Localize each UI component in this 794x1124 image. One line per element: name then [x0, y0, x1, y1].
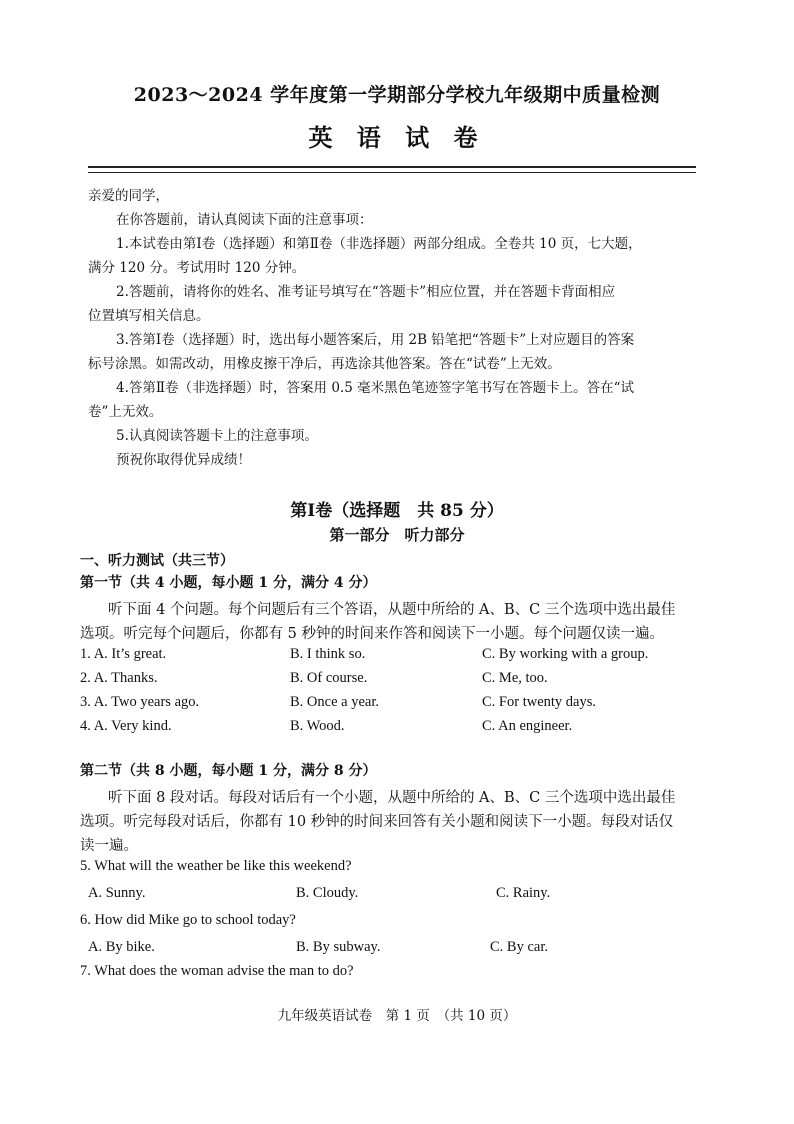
q3-option-a: 3. A. Two years ago.	[80, 694, 200, 710]
part-title: 第一部分 听力部分	[329, 526, 465, 544]
q2-option-b: B. Of course.	[290, 670, 368, 686]
q6-option-a: A. By bike.	[88, 939, 155, 955]
q6-option-c: C. By car.	[490, 939, 548, 955]
q4-option-a: 4. A. Very kind.	[80, 718, 172, 734]
q6-option-b: B. By subway.	[296, 939, 381, 955]
q4-option-b: B. Wood.	[290, 718, 345, 734]
section2-instruction-line3: 读一遍。	[80, 838, 138, 854]
q1-option-a: 1. A. It’s great.	[80, 646, 167, 662]
listening-heading: 一、听力测试（共三节）	[80, 553, 234, 569]
q5-option-a: A. Sunny.	[88, 885, 146, 901]
section2-heading: 第二节（共 8 小题，每小题 1 分，满分 8 分）	[80, 763, 377, 779]
notice-item5: 5.认真阅读答题卡上的注意事项。	[116, 428, 318, 444]
volume-title: 第Ⅰ卷（选择题 共 85 分）	[290, 501, 504, 521]
title-divider-thick	[88, 166, 696, 168]
notice-intro: 在你答题前，请认真阅读下面的注意事项：	[116, 212, 373, 228]
section2-instruction-line2: 选项。听完每段对话后，你都有 10 秒钟的时间来回答有关小题和阅读下一小题。每段对话仅	[80, 814, 674, 830]
section1-instruction-line1: 听下面 4 个问题。每个问题后有三个答语，从题中所给的 A、B、C 三个选项中选出最佳	[108, 602, 676, 618]
notice-wish: 预祝你取得优异成绩！	[116, 452, 251, 468]
notice-greeting: 亲爱的同学，	[88, 188, 169, 204]
notice-item3-line2: 标号涂黑。如需改动，用橡皮擦干净后，再选涂其他答案。答在“试卷”上无效。	[88, 356, 561, 372]
notice-item3-line1: 3.答第Ⅰ卷（选择题）时，选出每小题答案后，用 2B 铅笔把“答题卡”上对应题目的答案	[116, 332, 635, 348]
section1-instruction-line2: 选项。听完每个问题后，你都有 5 秒钟的时间来作答和阅读下一小题。每个问题仅读一遍。	[80, 626, 664, 642]
notice-item1-line1: 1.本试卷由第Ⅰ卷（选择题）和第Ⅱ卷（非选择题）两部分组成。全卷共 10 页，七大题，	[116, 236, 642, 252]
q2-option-a: 2. A. Thanks.	[80, 670, 158, 686]
exam-subtitle: 英 语 试 卷	[308, 123, 486, 152]
notice-item1-line2: 满分 120 分。考试用时 120 分钟。	[88, 260, 306, 276]
section1-heading: 第一节（共 4 小题，每小题 1 分，满分 4 分）	[80, 575, 377, 591]
title-divider-thin	[88, 172, 696, 173]
q5-option-b: B. Cloudy.	[296, 885, 359, 901]
q5-option-c: C. Rainy.	[496, 885, 551, 901]
exam-title: 2023～2024 学年度第一学期部分学校九年级期中质量检测	[133, 84, 661, 106]
section2-instruction-line1: 听下面 8 段对话。每段对话后有一个小题，从题中所给的 A、B、C 三个选项中选出最佳	[108, 790, 676, 806]
notice-item2-line2: 位置填写相关信息。	[88, 308, 210, 324]
notice-item2-line1: 2.答题前，请将你的姓名、准考证号填写在“答题卡”相应位置，并在答题卡背面相应	[116, 284, 616, 300]
q4-option-c: C. An engineer.	[482, 718, 573, 734]
page-footer: 九年级英语试卷 第 1 页 （共 10 页）	[277, 1008, 517, 1024]
q3-option-b: B. Once a year.	[290, 694, 379, 710]
notice-item4-line2: 卷”上无效。	[88, 404, 163, 420]
q7-stem: 7. What does the woman advise the man to do?	[80, 963, 354, 979]
notice-item4-line1: 4.答第Ⅱ卷（非选择题）时，答案用 0.5 毫米黑色笔迹签字笔书写在答题卡上。答在“试	[116, 380, 635, 396]
q3-option-c: C. For twenty days.	[482, 694, 596, 710]
q2-option-c: C. Me, too.	[482, 670, 548, 686]
q5-stem: 5. What will the weather be like this weekend?	[80, 858, 352, 874]
q6-stem: 6. How did Mike go to school today?	[80, 912, 296, 928]
q1-option-b: B. I think so.	[290, 646, 366, 662]
q1-option-c: C. By working with a group.	[482, 646, 649, 662]
